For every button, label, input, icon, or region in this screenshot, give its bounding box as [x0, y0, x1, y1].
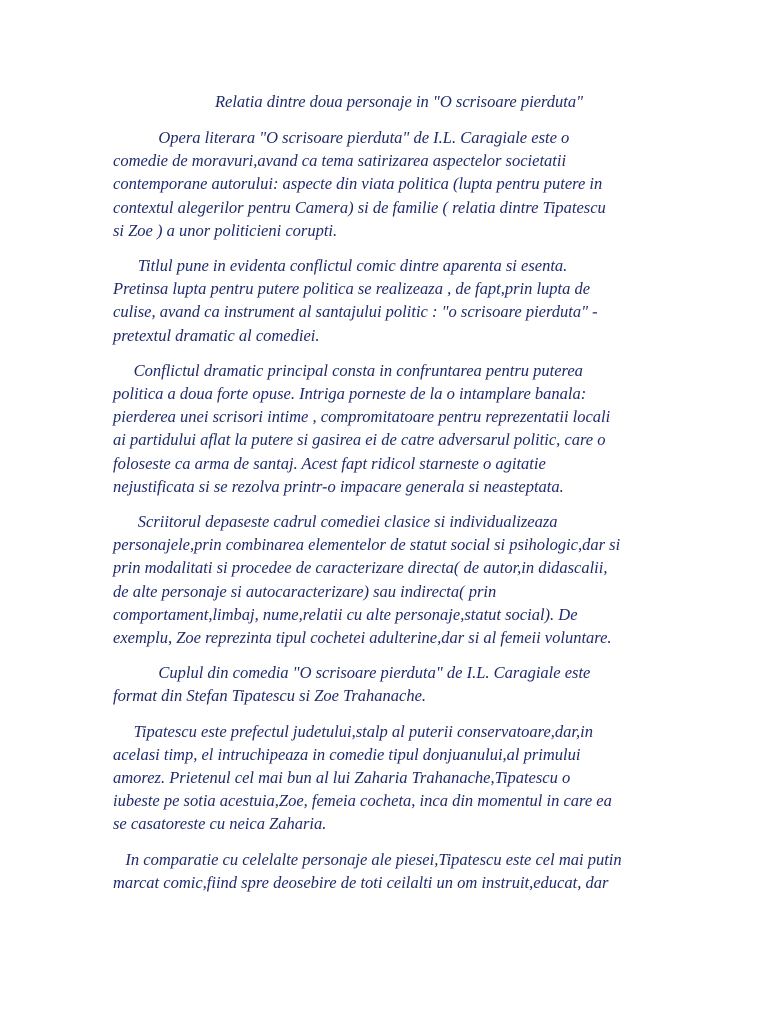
- paragraph: [113, 510, 661, 649]
- paragraph-indent: [113, 722, 134, 741]
- line-text: Tipatescu este prefectul judetului,stalp al puterii conservatoare,dar,in: [133, 721, 593, 741]
- line-text: In comparatie cu celelalte personaje ale piesei,Tipatescu este cel mai putin: [125, 849, 622, 869]
- text-line: [113, 603, 661, 626]
- text-line: [113, 661, 661, 684]
- line-text: acelasi timp, el intruchipeaza in comedie tipul donjuanului,al primului: [113, 744, 581, 764]
- text-line: [113, 126, 661, 149]
- text-line: [113, 556, 661, 579]
- line-text: nejustificata si se rezolva printr-o impacare generala si neasteptata.: [113, 476, 564, 496]
- line-text: prin modalitati si procedee de caracterizare directa( de autor,in didascalii,: [113, 558, 608, 578]
- line-text: Conflictul dramatic principal consta in confruntarea pentru puterea: [133, 360, 583, 380]
- line-text: culise, avand ca instrument al santajului politic : "o scrisoare pierduta" -: [113, 302, 598, 322]
- line-text: format din Stefan Tipatescu si Zoe Trahanache.: [113, 686, 427, 706]
- paragraph: [113, 848, 661, 894]
- text-line: [113, 300, 661, 323]
- text-line: [113, 382, 661, 405]
- line-text: iubeste pe sotia acestuia,Zoe, femeia cocheta, inca din momentul in care ea: [113, 791, 612, 811]
- paragraph: [113, 254, 661, 347]
- text-line: [113, 789, 661, 812]
- text-line: [113, 766, 661, 789]
- text-line: [113, 871, 661, 894]
- line-text: pierderea unei scrisori intime , compromitatoare pentru reprezentatii locali: [113, 407, 611, 427]
- paragraph-indent: [113, 663, 158, 682]
- text-line: [113, 219, 661, 242]
- text-line: [113, 684, 661, 707]
- document-body: [113, 126, 661, 906]
- paragraph: [113, 359, 661, 498]
- line-text: ai partidului aflat la putere si gasirea ei de catre adversarul politic, care o: [113, 430, 606, 450]
- text-line: [113, 743, 661, 766]
- text-line: [113, 149, 661, 172]
- paragraph-indent: [113, 512, 138, 531]
- text-line: [113, 626, 661, 649]
- text-line: [113, 533, 661, 556]
- line-text: Pretinsa lupta pentru putere politica se realizeaza , de fapt,prin lupta de: [113, 279, 591, 299]
- line-text: politica a doua forte opuse. Intriga porneste de la o intamplare banala:: [113, 384, 587, 404]
- text-line: [113, 475, 661, 498]
- paragraph: [113, 126, 661, 242]
- line-text: Titlul pune in evidenta conflictul comic dintre aparenta si esenta.: [137, 256, 568, 276]
- paragraph-indent: [113, 256, 138, 275]
- text-line: [113, 580, 661, 603]
- text-line: [113, 172, 661, 195]
- line-text: foloseste ca arma de santaj. Acest fapt ridicol starneste o agitatie: [113, 453, 546, 473]
- line-text: Scriitorul depaseste cadrul comediei clasice si individualizeaza: [137, 512, 558, 532]
- text-line: [113, 812, 661, 835]
- line-text: se casatoreste cu neica Zaharia.: [113, 814, 327, 834]
- text-line: [113, 510, 661, 533]
- line-text: pretextul dramatic al comediei.: [113, 325, 320, 345]
- paragraph-indent: [113, 361, 134, 380]
- line-text: de alte personaje si autocaracterizare) sau indirecta( prin: [113, 581, 497, 601]
- line-text: amorez. Prietenul cel mai bun al lui Zaharia Trahanache,Tipatescu o: [113, 768, 571, 788]
- text-line: [113, 405, 661, 428]
- text-line: [113, 324, 661, 347]
- document-title: Relatia dintre doua personaje in "O scrisoare pierduta": [214, 92, 584, 111]
- paragraph: [113, 661, 661, 707]
- text-line: [113, 452, 661, 475]
- text-line: [113, 428, 661, 451]
- text-line: [113, 254, 661, 277]
- text-line: [113, 277, 661, 300]
- line-text: si Zoe ) a unor politicieni corupti.: [113, 220, 338, 240]
- line-text: comportament,limbaj, nume,relatii cu alte personaje,statut social). De: [113, 604, 578, 624]
- line-text: exemplu, Zoe reprezinta tipul cochetei adulterine,dar si al femeii voluntare.: [113, 628, 612, 648]
- paragraph-indent: [113, 850, 125, 869]
- paragraph-indent: [113, 128, 158, 147]
- paragraph: [113, 720, 661, 836]
- line-text: marcat comic,fiind spre deosebire de toti ceilalti un om instruit,educat, dar: [113, 872, 609, 892]
- line-text: Opera literara "O scrisoare pierduta" de I.L. Caragiale este o: [158, 128, 570, 147]
- text-line: [113, 848, 661, 871]
- line-text: comedie de moravuri,avand ca tema satirizarea aspectelor societatii: [113, 151, 567, 171]
- line-text: contemporane autorului: aspecte din viata politica (lupta pentru putere in: [113, 174, 603, 194]
- text-line: [113, 359, 661, 382]
- line-text: contextul alegerilor pentru Camera) si de familie ( relatia dintre Tipatescu: [113, 197, 606, 217]
- text-line: [113, 196, 661, 219]
- line-text: personajele,prin combinarea elementelor de statut social si psihologic,dar si: [113, 535, 621, 555]
- text-line: [113, 720, 661, 743]
- line-text: Cuplul din comedia "O scrisoare pierduta" de I.L. Caragiale este: [158, 663, 591, 683]
